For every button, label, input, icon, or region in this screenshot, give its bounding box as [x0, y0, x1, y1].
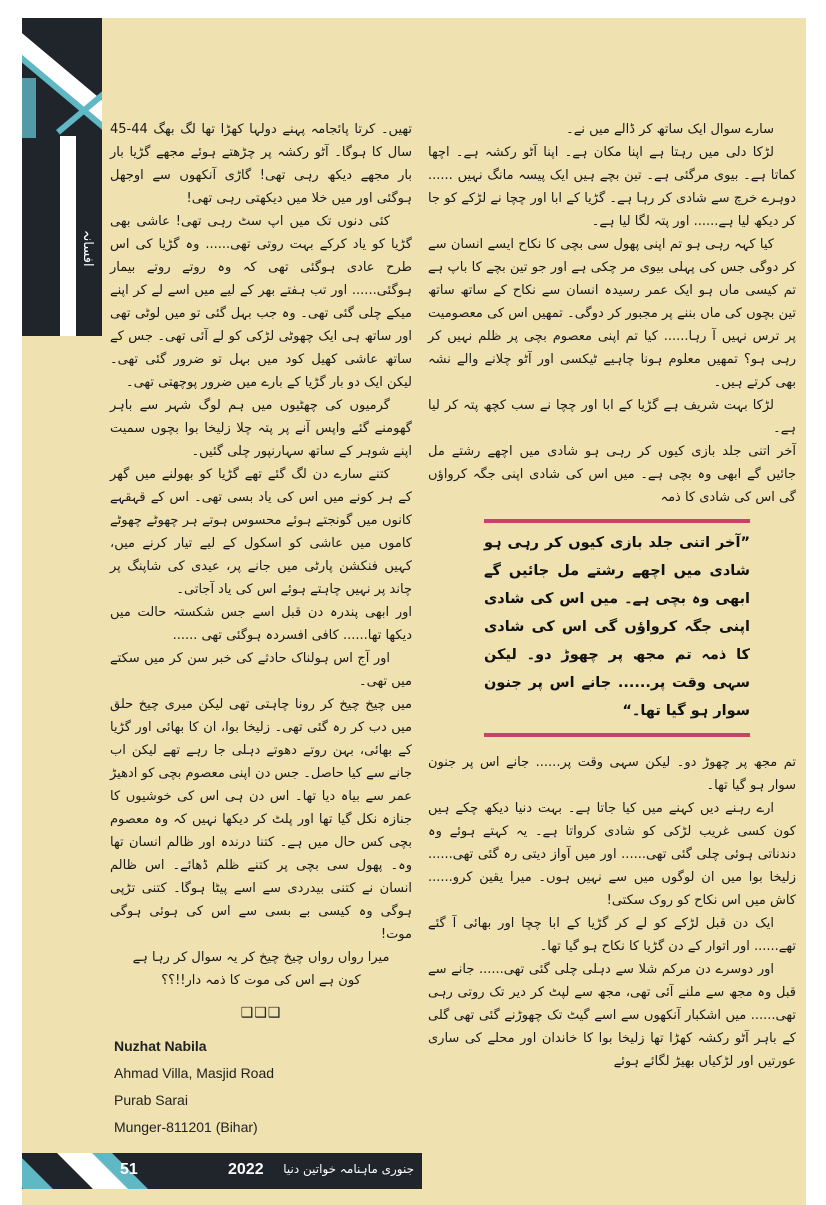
paragraph: ایک دن قبل لڑکے کو لے کر گڑیا کے ابا چچا اور بھائی آ گئے تھے...... اور اتوار کے دن گڑیا کا نکاح ہو گیا تھا۔ — [428, 916, 796, 954]
right-column — [428, 118, 796, 1141]
paragraph: اور ابھی پندرہ دن قبل اسے جس شکستہ حالت میں دیکھا تھا...... کافی افسردہ ہوگئی تھی ...... — [110, 605, 412, 643]
paragraph: تھیں۔ کرتا پائجامہ پہنے دولہا کھڑا تھا لگ بھگ 44-45 سال کا ہوگا۔ آٹو رکشہ پر چڑھتے ہوئے مجھے گڑیا بار بار مجھے دیکھ رہی تھی! گاڑی آنکھوں سے اوجھل ہوگئی اور میں خلا میں دیکھتی رہی تھی! — [110, 122, 412, 206]
footer-year: 2022 — [228, 1161, 264, 1178]
page-background — [22, 18, 806, 1205]
end-marks: ❑❑❑ — [240, 1005, 282, 1021]
footer-band — [22, 1153, 422, 1189]
author-block — [110, 1033, 412, 1141]
paragraph: اور دوسرے دن مرکم شلا سے دہلی چلی گئی تھی...... جانے سے قبل وہ مجھ سے ملنے آئی تھی، مجھ سے لپٹ کر دیر تک روتی رہی تھی...... میں اشکبار آنکھوں سے اسے گیٹ تک چھوڑنے گئی تھی گلی کے باہر آٹو رکشہ کھڑا تھا زلیخا بوا کا خاندان اور محلے کی ساری عورتیں اور لڑکیاں بھیڑ لگائے ہوئے — [428, 962, 796, 1069]
closing-question: کون ہے اس کی موت کا ذمہ دار!!؟؟ — [161, 973, 361, 988]
paragraph: لڑکا بہت شریف ہے گڑیا کے ابا اور چچا نے سب کچھ پتہ کر لیا ہے۔ — [428, 398, 796, 436]
address-line: Munger-811201 (Bihar) — [114, 1119, 258, 1135]
article-columns — [22, 18, 806, 1141]
paragraph: کئی دنوں تک میں اپ سٹ رہی تھی! عاشی بھی گڑیا کو یاد کرکے بہت روتی تھی...... وہ گڑیا کی اس طرح عادی ہوگئی تھی کہ وہ روتے روتے بیمار ہوگئی...... اور تب ہفتے بھر کے لیے میں اسے لے کر اپنے میکے چلی گئی تھی۔ وہ جب بہل گئی تو میں لوٹی تھی اور ساتھ ہی ایک چھوٹی لڑکی کو لے آئی تھی۔ جس کے ساتھ عاشی کھیل کود میں بہل تو ضرور گئی تھی۔ لیکن ایک دو بار گڑیا کے بارے میں ضرور پوچھتی تھی۔ — [110, 214, 412, 390]
decorative-sidebar — [22, 18, 102, 336]
author-name: Nuzhat Nabila — [114, 1038, 207, 1054]
address-line: Ahmad Villa, Masjid Road — [114, 1065, 275, 1081]
paragraph: سارے سوال ایک ساتھ کر ڈالے میں نے۔ — [566, 122, 774, 137]
paragraph: لڑکا دلی میں رہتا ہے اپنا مکان ہے۔ اپنا آٹو رکشہ ہے۔ اچھا کماتا ہے۔ بیوی مرگئی ہے۔ تین بچے ہیں ایک پیسہ مانگ نہیں ...... دوہرے خرچ سے شادی کر رہا ہے۔ گڑیا کے ابا اور چچا نے لڑکے کو جا کر دیکھ لیا ہے...... اور پتہ لگا لیا ہے۔ — [428, 145, 796, 229]
address-line: Purab Sarai — [114, 1092, 188, 1108]
paragraph: اور آج اس ہولناک حادثے کی خبر سن کر میں سکتے میں تھی۔ — [110, 651, 412, 689]
paragraph: کتنے سارے دن لگ گئے تھے گڑیا کو بھولنے میں گھر کے ہر کونے میں اس کی یاد بسی تھی۔ اس کے قہقہے کانوں میں گونجتے ہوئے محسوس ہوتے ہر چھوٹے چھوٹے کاموں میں عاشی کو اسکول کے لیے تیار کرنے میں، کہیں فنکشن پارٹی میں جانے پر، عیدی کی شاپنگ پر چاند پر نہیں چاہتے ہوئے اس کی یاد آجاتی۔ — [110, 467, 412, 597]
pull-quote: ”آخر اتنی جلد بازی کیوں کر رہی ہو شادی میں اچھے رشتے مل جائیں گے ابھی وہ بچی ہے۔ میں اس کی شادی اپنی جگہ کرواؤں گی اس کی شادی کا ذمہ تم مجھ پر چھوڑ دو۔ لیکن سہی وقت پر...... جانے اس پر جنون سوار ہو گیا تھا۔“ — [484, 519, 750, 737]
left-column — [110, 118, 412, 1141]
page-number: 51 — [120, 1161, 138, 1178]
footer-magazine-title: جنوری ماہنامہ خواتین دنیا — [283, 1162, 414, 1176]
paragraph: کیا کہہ رہی ہو تم اپنی پھول سی بچی کا نکاح ایسے انسان سے کر دوگی جس کی پہلی بیوی مر چکی ہے اور جو تین بچے کا باپ ہے تم کیسی ماں ہو ایک عمر رسیدہ انسان سے نکاح کے ساتھ ساتھ تین بچوں کی ماں بننے پر مجبور کر دوگی۔ تمھیں اس کی معصومیت پر ترس نہیں آ رہا...... کیا تم اپنی معصوم بچی پر ظلم نہیں کر رہی ہو؟ تمھیں معلوم ہونا چاہیے ٹیکسی اور آٹو چلانے والے نشہ بھی کرتے ہیں۔ — [428, 237, 796, 390]
section-label: افسانہ — [80, 230, 95, 267]
paragraph: گرمیوں کی چھٹیوں میں ہم لوگ شہر سے باہر گھومنے گئے واپس آنے پر پتہ چلا زلیخا بوا بچوں سمیت اپنے شوہر کے ساتھ سہارنپور چلی گئیں۔ — [110, 398, 412, 459]
paragraph: میں چیخ چیخ کر رونا چاہتی تھی لیکن میری چیخ حلق میں دب کر رہ گئی تھی۔ زلیخا بوا، ان کا بھائی اور گڑیا کے بھائی، بہن روتے دھوتے دہلی جا رہے تھے لیکن اب جانے سے کیا حاصل۔ جس دن اپنی معصوم بچی کو ادھیڑ عمر سے بیاہ دیا تھا۔ اس دن ہی اس کی خوشیوں کا جنازہ نکل گیا تھا اور پلٹ کر دیکھا نہیں کہ وہ معصوم بچی کس حال میں ہے۔ کتنا درندہ اور ظالم انسان تھا وہ۔ پھول سی بچی پر کتنے ظلم ڈھائے۔ اس ظالم انسان نے کتنی بیدردی سے اسے پیٹا ہوگا۔ کتنی تڑپی ہوگی وہ کیسی بے بسی سے اس کی ہوئی ہوگی موت! — [110, 697, 412, 942]
paragraph: آخر اتنی جلد بازی کیوں کر رہی ہو شادی میں اچھے رشتے مل جائیں گے ابھی وہ بچی ہے۔ میں اس کی شادی اپنی جگہ کرواؤں گی اس کی شادی کا ذمہ — [428, 444, 796, 505]
paragraph: تم مجھ پر چھوڑ دو۔ لیکن سہی وقت پر...... جانے اس پر جنون سوار ہو گیا تھا۔ — [428, 755, 796, 793]
paragraph: میرا رواں رواں چیخ چیخ کر یہ سوال کر رہا ہے — [132, 950, 390, 965]
paragraph: ارے رہنے دیں کہنے میں کیا جاتا ہے۔ بہت دنیا دیکھ چکے ہیں کون کسی غریب لڑکی کو شادی کرواتا ہے۔ یہ کہتے ہوئے وہ دندناتی ہوئی چلی گئی تھی...... اور میں آواز دیتی رہ گئی تھی...... زلیخا بوا میں ان لوگوں میں سے نہیں ہوں۔ میرا یقین کرو...... کاش میں اس نکاح کو روک سکتی! — [428, 801, 796, 908]
